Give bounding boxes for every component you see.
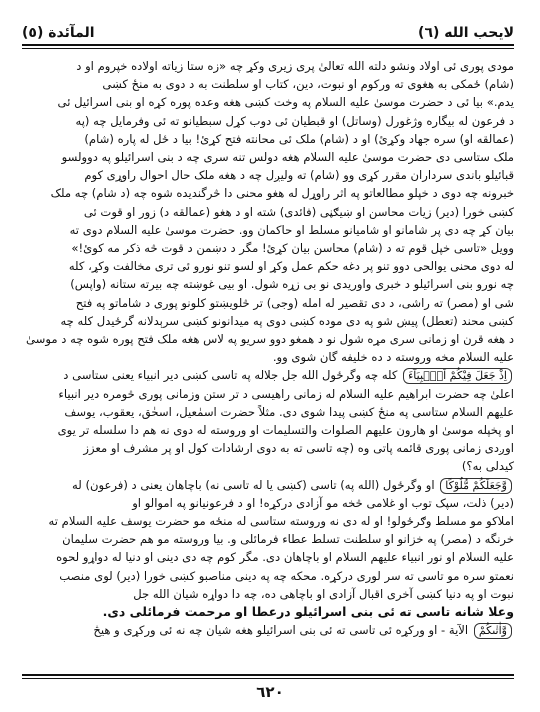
text-line: علیه السلام او نور انبیاء علیهم السلام او باچاهان دی. مگر کوم چه دی دینی او دنیا له دواړو لحوه: [56, 550, 514, 565]
text-line: کله چه وگرځول الله جل جلاله په تاسی کښی دیر انبیاء یعنی ستاسی د: [63, 368, 398, 383]
verse-line: [24, 366, 514, 384]
verse-line: [24, 621, 514, 639]
verse-line: [24, 476, 514, 494]
text-line: (دیر) ذلت، سپک توب او غلامی څخه مو آزادی درکړه! او د فرعونیانو په اموالو او: [132, 495, 514, 510]
text-line: نبوت او په دنیا کښی آخری اقبال آزادی او باچاهی ده، چه دا دواړه شیان الله جل: [133, 586, 514, 601]
text-line: قبائیلو باندی سرداران مقرر کړی وو (شام) ته ولیږل چه د هغه ملک حال احوال راوړی کوم: [84, 168, 514, 183]
text-line: علیه السلام مخه وروسته د ده خلیفه گان شوی وو.: [272, 350, 514, 365]
text-line: کیدلی به؟): [461, 459, 514, 474]
text-line: وعلا شانه تاسی ته ئی بنی اسرائیلو درعطا او مرحمت فرمائلی دی.: [102, 604, 514, 620]
text-line: اعلیٰ چه حضرت ابراهیم علیه السلام له زمانی راهیسی د تر ستن وزمانی پوری څومره دیر انبیاء: [58, 386, 514, 401]
text-line: له دوی محنی یوالحی دوو تنو پر دغه حکم عمل وکړ او لسو تنو نورو ئی تری مخالفت وکړ، کله: [68, 259, 514, 274]
text-line: بیان کړ چه دی پر شامانو او شامیانو مسلط او حاکمان وو. حضرت موسیٰ علیه السلام دوی ته: [69, 222, 514, 237]
text-line: د فرعون له بیگاره وژغورل (وساتل) او قبطیان ئی دوب کړل سبطیانو ته ئی وفرمایل چه (په: [75, 113, 514, 128]
text-line: خرنگه د (مصر) په خزانو او سلطنت تسلط عطاء فرمائلی و. بیا وروسته مو هم حضرت سلیمان: [62, 532, 514, 547]
quran-verse-box: وَّاٰتٰىكُمْ: [474, 623, 512, 639]
header-rule-thin: [22, 48, 514, 49]
text-line: علیهم السلام ستاسی په منځ کښی پیدا شوی دی. مثلاً حضرت اسمٰعیل، اسحٰق، یعقوب، یوسف: [64, 404, 514, 419]
header-rule: [22, 44, 514, 46]
text-line: شی او (مصر) ته راشی، د دی تقصیر له امله (وجی) تر څلویښتو کلونو پوری د شاماتو په فتح: [75, 295, 514, 310]
text-line: (عمالقه او) سره جهاد وکړئ) او د (شام) ملک ئی محانته فتح کړئ! بیا د ځل له پاره (شام): [84, 131, 514, 146]
text-line: یدم.» بیا ئی د حضرت موسیٰ علیه السلام په وخت کښی هغه وعده پوره کړه او بنی اسرائیل ئی: [57, 95, 514, 110]
text-line: اوږدی زمانی پوری قائمه پاتی وه (چه تاسی ته به دوی ارشادات کول او پر مشرف او معزز: [83, 441, 514, 456]
text-line: مودی پوری ئی اولاد ونشو دلته الله تعالیٰ پری زیری وکړ چه «زه ستا زیاته اولاده خپروم او د: [76, 59, 514, 73]
text-line: نعمتو سره مو تاسی ته سر لوری درکړه. محکه چه په دینی مناصبو کښی خورا (دیر) لوی منصب: [59, 568, 514, 583]
text-line: د هغه قرن او زمانی سری مړه شول نو د همغو دوو سریو په لاس هغه ملک فتح پوره شوه چه د موسیٰ: [26, 332, 514, 347]
text-line: ملک ستاسی دی حضرت موسیٰ علیه السلام هغه دولس تنه سری چه د بنی اسرائیلو په دوولسو: [61, 150, 514, 165]
quran-verse-box: اِذْ جَعَلَ فِيْكُمْ اَنْۢبِيَآءَ: [403, 368, 512, 384]
text-line: کښی محند (تعطل) پیښ شو په دی موده کښی دوی په میدانونو کښی سرېدلانه گرځیدل کله چه: [60, 313, 514, 328]
footer-rule-thin: [22, 678, 514, 679]
page-number: ٦٢٠: [256, 683, 284, 701]
text-line: چه نورو بنی اسرائیلو د خبری واوریدی نو بی زړه شول. او بیی غوښته چه بیرته ستانه (واپس): [70, 277, 514, 292]
footer-rule: [22, 674, 514, 676]
text-line: او وگرځول (الله په) تاسی (کښی یا له تاسی نه) باچاهان یعنی د (فرعون) له: [72, 477, 435, 492]
text-line: (شام) ځمکی به هغوی ته ورکوم او نبوت، دین، کتاب او سلطنت به د دوی به منځ کښی: [102, 77, 514, 92]
tafsir-body: [24, 57, 514, 640]
quran-verse-box: وَّجَعَلَكُمْ مُّلُوْكًا: [440, 478, 512, 494]
text-line: وویل «تاسی خپل قوم ته د (شام) محاسن بیان کړئ! مگر د دښمن د قوت څه ذکر مه کوئ!»: [71, 241, 514, 256]
header-juz-title: لايحب الله (٦): [418, 25, 514, 41]
text-line: کښی خورا (دیر) زیات محاسن او ښیګڼی (فائدی) شته او د هغو (عمالقه د) زور او قوت ئی: [83, 204, 514, 219]
text-line: او پخپله موسیٰ او هارون علیهم الصلوات والتسلیمات او وروسته له دوی نه هم دا سلسله تر یوی: [57, 423, 514, 438]
header-surah-title: المآئدة (٥): [22, 25, 95, 41]
text-line: الآیة - او ورکړه ئی تاسی ته ئی بنی اسرائیلو هغه شیان چه نه ئی ورکړی و هیڅ: [93, 623, 469, 638]
text-line: خبرونه چه دوی د خپلو مطالعاتو په اثر راوړل له هغو محنی دا څرگندیده شوه چه (د شام) چه ملک: [50, 186, 514, 201]
text-line: املاکو مو مسلط وګرځولو! او له دی نه وروسته ستاسی له منځه مو حضرت یوسف علیه السلام ته: [48, 514, 514, 529]
